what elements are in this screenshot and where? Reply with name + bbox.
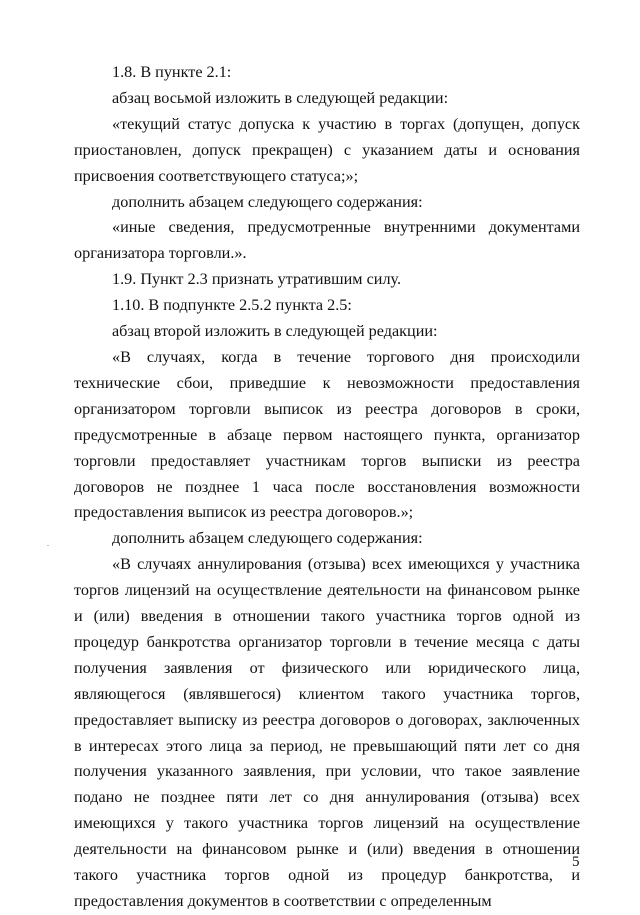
paragraph-quote: «В случаях аннулирования (отзыва) всех имеющихся у участника торгов лицензий на осуществление деятельности на финансовом рынке и (или) введения в отношении такого участника торгов одной из процедур банкротства организатор торговли в течение месяца с даты получения заявления от физического или юридического лица, являющегося (являвшегося) клиентом такого участника торгов, предоставляет выписку из реестра договоров о договорах, заключенных в интересах этого лица за период, не превышающий пяти лет со дня получения указанного заявления, при условии, что такое заявление подано не позднее пяти лет со дня аннулирования (отзыва) всех имеющихся у такого участника торгов лицензий на осуществление деятельности на финансовом рынке и (или) введения в отношении такого участника торгов одной из процедур банкротства, и предоставления документов в соответствии с определенным bbox=[74, 555, 580, 910]
paragraph-quote: «текущий статус допуска к участию в торгах (допущен, допуск приостановлен, допуск прекращен) с указанием даты и основания присвоения соответствующего статуса;»; bbox=[74, 114, 580, 185]
paragraph-quote: «В случаях, когда в течение торгового дня происходили технические сбои, приведшие к невозможности предоставления организатором торговли выписок из реестра договоров в сроки, предусмотренные в абзаце первом настоящего пункта, организатор торговли предоставляет участникам торгов выписки из реестра договоров не позднее 1 часа после восстановления возможности предоставления выписок из реестра договоров.»; bbox=[74, 347, 580, 522]
paragraph-instruction: абзац восьмой изложить в следующей редакции: bbox=[112, 88, 449, 107]
paragraph-instruction: абзац второй изложить в следующей редакции: bbox=[112, 322, 438, 341]
paragraph-1-9: 1.9. Пункт 2.3 признать утратившим силу. bbox=[112, 270, 402, 289]
page-number: 5 bbox=[572, 854, 580, 870]
paragraph-1-10: 1.10. В подпункте 2.5.2 пункта 2.5: bbox=[112, 296, 352, 315]
scan-mark bbox=[47, 545, 49, 546]
paragraph-quote: «иные сведения, предусмотренные внутренними документами организатора торговли.». bbox=[74, 218, 580, 263]
document-body bbox=[74, 60, 580, 915]
paragraph-instruction: дополнить абзацем следующего содержания: bbox=[112, 529, 423, 548]
paragraph-instruction: дополнить абзацем следующего содержания: bbox=[112, 192, 423, 211]
paragraph-1-8: 1.8. В пункте 2.1: bbox=[112, 63, 232, 81]
